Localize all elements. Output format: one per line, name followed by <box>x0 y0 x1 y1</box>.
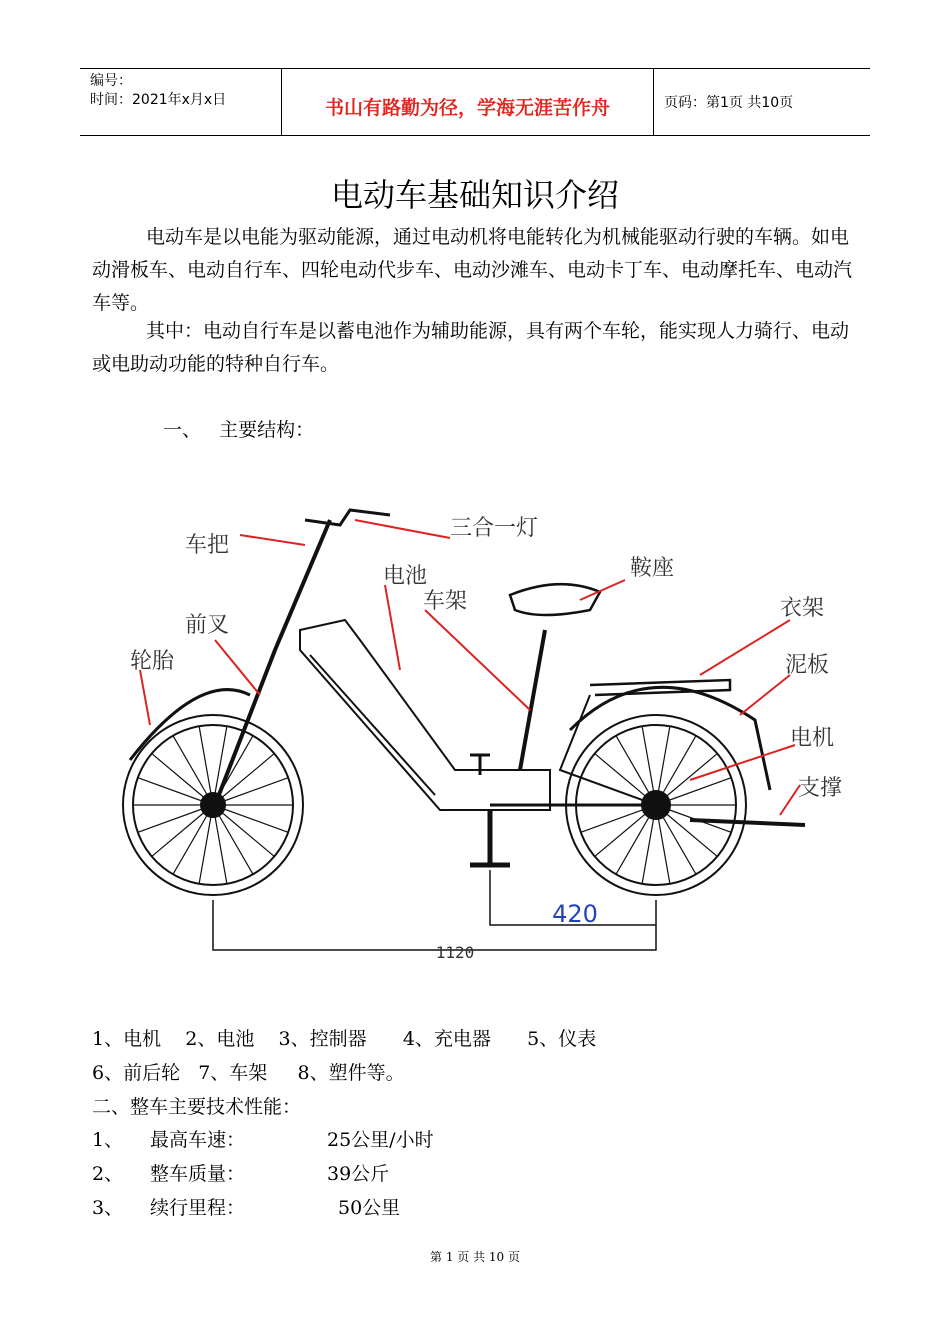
ebike-text: 其中：电动自行车是以蓄电池作为辅助能源，具有两个车轮，能实现人力骑行、电动或电助动功能的特种自行车。 <box>92 320 850 375</box>
dimension-420: 420 <box>552 900 598 928</box>
label-fork: 前叉 <box>185 613 230 638</box>
intro-text: 电动车是以电能为驱动能源，通过电动机将电能转化为机械能驱动行驶的车辆。如电动滑板车、电动自行车、四轮电动代步车、电动沙滩车、电动卡丁车、电动摩托车、电动汽车等。 <box>92 226 853 314</box>
page-footer: 第 1 页 共 10 页 <box>430 1250 520 1264</box>
label-fender: 泥板 <box>785 653 830 678</box>
label-rack: 衣架 <box>780 596 825 621</box>
label-handlebar: 车把 <box>185 533 230 558</box>
ebike-paragraph <box>92 315 862 381</box>
label-saddle: 鞍座 <box>630 556 675 581</box>
spec-label-2: 整车质量： <box>150 1163 246 1185</box>
label-stand: 支撑 <box>798 776 843 801</box>
spec-label-1: 最高车速： <box>150 1129 246 1151</box>
parts-line-2: 6、前后轮 7、车架 8、塑件等。 <box>92 1062 405 1084</box>
number-label: 编号： <box>90 73 132 89</box>
spec-num-3: 3、 <box>92 1197 124 1219</box>
spec-label-3: 续行里程： <box>150 1197 246 1219</box>
time-label: 时间：2021年x月x日 <box>90 92 227 108</box>
spec-value-3: 50公里 <box>338 1197 401 1219</box>
front-wheel-graphic <box>123 715 303 895</box>
parts-line-1: 1、电机 2、电池 3、控制器 4、充电器 5、仪表 <box>92 1028 597 1050</box>
header-divider-2 <box>653 69 654 135</box>
label-tire: 轮胎 <box>130 649 175 674</box>
page-info-text: 页码：第1页 共10页 <box>664 95 794 111</box>
page-info <box>664 94 864 160</box>
section-specs-heading: 二、整车主要技术性能： <box>92 1096 302 1118</box>
label-light: 三合一灯 <box>450 516 539 541</box>
spec-value-2: 39公斤 <box>327 1163 390 1185</box>
header-left-cell <box>90 72 280 138</box>
ebike-structure-diagram <box>90 480 850 980</box>
label-motor: 电机 <box>790 726 835 751</box>
section-structure-heading: 一、 主要结构： <box>163 419 315 441</box>
intro-paragraph <box>92 221 862 320</box>
dimension-1120: 1120 <box>435 943 475 962</box>
spec-value-1: 25公里/小时 <box>327 1129 434 1151</box>
page-title: 电动车基础知识介绍 <box>330 176 619 214</box>
header-top-border <box>80 68 870 69</box>
label-frame: 车架 <box>423 589 468 614</box>
motto <box>282 93 653 159</box>
spec-num-1: 1、 <box>92 1129 124 1151</box>
motto-text: 书山有路勤为径，学海无涯苦作舟 <box>324 97 610 119</box>
label-battery: 电池 <box>383 564 428 589</box>
spec-num-2: 2、 <box>92 1163 124 1185</box>
